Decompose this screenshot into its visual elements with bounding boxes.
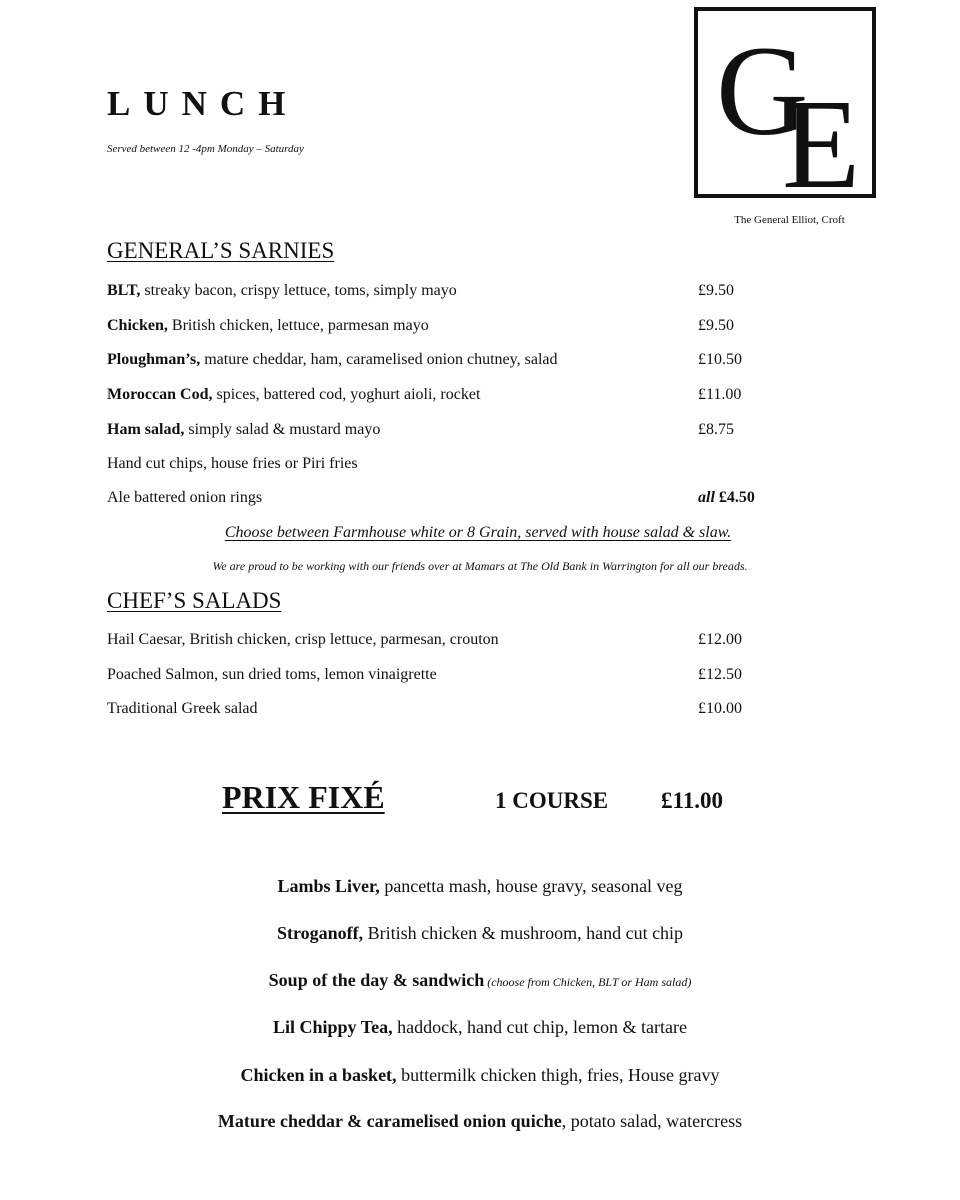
item-name: Ploughman’s, — [107, 351, 201, 368]
item-price: £10.50 — [698, 351, 742, 368]
item-desc: mature cheddar, ham, caramelised onion chutney, salad — [200, 351, 558, 368]
item-name: Chicken in a basket, — [240, 1065, 397, 1085]
item-desc: buttermilk chicken thigh, fries, House gravy — [396, 1065, 720, 1085]
item-desc: haddock, hand cut chip, lemon & tartare — [392, 1017, 687, 1037]
item-note: (choose from Chicken, BLT or Ham salad) — [484, 975, 692, 989]
item-name: Lil Chippy Tea, — [273, 1017, 393, 1037]
item-price: £9.50 — [698, 282, 734, 299]
prix-fixe-item — [0, 876, 960, 897]
page-title: LUNCH — [107, 84, 299, 123]
item-desc: British chicken & mushroom, hand cut chip — [363, 923, 684, 943]
menu-item — [107, 700, 807, 724]
menu-item — [107, 631, 807, 655]
item-desc: pancetta mash, house gravy, seasonal veg — [379, 876, 683, 896]
menu-item — [107, 386, 807, 410]
menu-item — [107, 282, 807, 306]
menu-item — [107, 351, 807, 375]
menu-item — [107, 666, 807, 690]
item-name: Mature cheddar & caramelised onion quiche — [217, 1111, 562, 1131]
salads-heading: CHEF’S SALADS — [107, 588, 282, 613]
prix-fixe-item — [0, 970, 960, 991]
item-price: £9.50 — [698, 317, 734, 334]
item-price: £10.00 — [698, 700, 742, 717]
prix-fixe-item — [0, 1017, 960, 1038]
menu-item — [107, 421, 807, 445]
side-item — [107, 489, 807, 513]
side-desc: Ale battered onion rings — [107, 489, 263, 506]
item-desc: , potato salad, watercress — [561, 1111, 743, 1131]
price-value: £4.50 — [714, 489, 755, 506]
sarnies-heading: GENERAL’S SARNIES — [107, 238, 335, 263]
item-price: £11.00 — [698, 386, 742, 403]
logo-monogram — [698, 11, 872, 194]
logo — [694, 7, 876, 198]
item-desc: simply salad & mustard mayo — [184, 421, 381, 438]
side-item — [107, 455, 807, 479]
item-name: Soup of the day & sandwich — [268, 970, 485, 990]
prix-fixe-item — [0, 1111, 960, 1132]
prix-fixe-course: 1 COURSE — [495, 788, 609, 813]
logo-letter-g: G — [716, 20, 809, 162]
item-name: Lambs Liver, — [277, 876, 380, 896]
price-prefix: all — [698, 489, 715, 506]
item-price: £8.75 — [698, 421, 734, 438]
item-desc: streaky bacon, crispy lettuce, toms, simply mayo — [140, 282, 457, 299]
item-name: Chicken, — [107, 317, 168, 334]
item-name: Stroganoff, — [276, 923, 364, 943]
bread-note: Choose between Farmhouse white or 8 Grain, served with house salad & slaw. — [224, 524, 732, 541]
prix-fixe-item — [0, 1065, 960, 1086]
side-price — [698, 489, 755, 507]
logo-caption: The General Elliot, Croft — [734, 214, 845, 226]
item-name: Moroccan Cod, — [107, 386, 213, 403]
item-desc: Poached Salmon, sun dried toms, lemon vinaigrette — [107, 666, 437, 683]
item-name: Ham salad, — [107, 421, 185, 438]
menu-item — [107, 317, 807, 341]
side-desc: Hand cut chips, house fries or Piri fries — [107, 455, 358, 472]
logo-letter-e: E — [782, 73, 861, 194]
item-price: £12.00 — [698, 631, 742, 648]
prix-fixe-price: £11.00 — [661, 788, 723, 813]
prix-fixe-item — [0, 923, 960, 944]
supplier-note: We are proud to be working with our friends over at Mamars at The Old Bank in Warrington for all our breads. — [212, 559, 748, 573]
item-desc: spices, battered cod, yoghurt aioli, rocket — [212, 386, 481, 403]
item-desc: Traditional Greek salad — [107, 700, 258, 717]
prix-fixe-title: PRIX FIXÉ — [222, 779, 385, 815]
item-desc: British chicken, lettuce, parmesan mayo — [167, 317, 429, 334]
item-price: £12.50 — [698, 666, 742, 683]
item-desc: Hail Caesar, British chicken, crisp lettuce, parmesan, crouton — [107, 631, 499, 648]
serving-hours: Served between 12 -4pm Monday – Saturday — [107, 143, 304, 155]
item-name: BLT, — [107, 282, 141, 299]
